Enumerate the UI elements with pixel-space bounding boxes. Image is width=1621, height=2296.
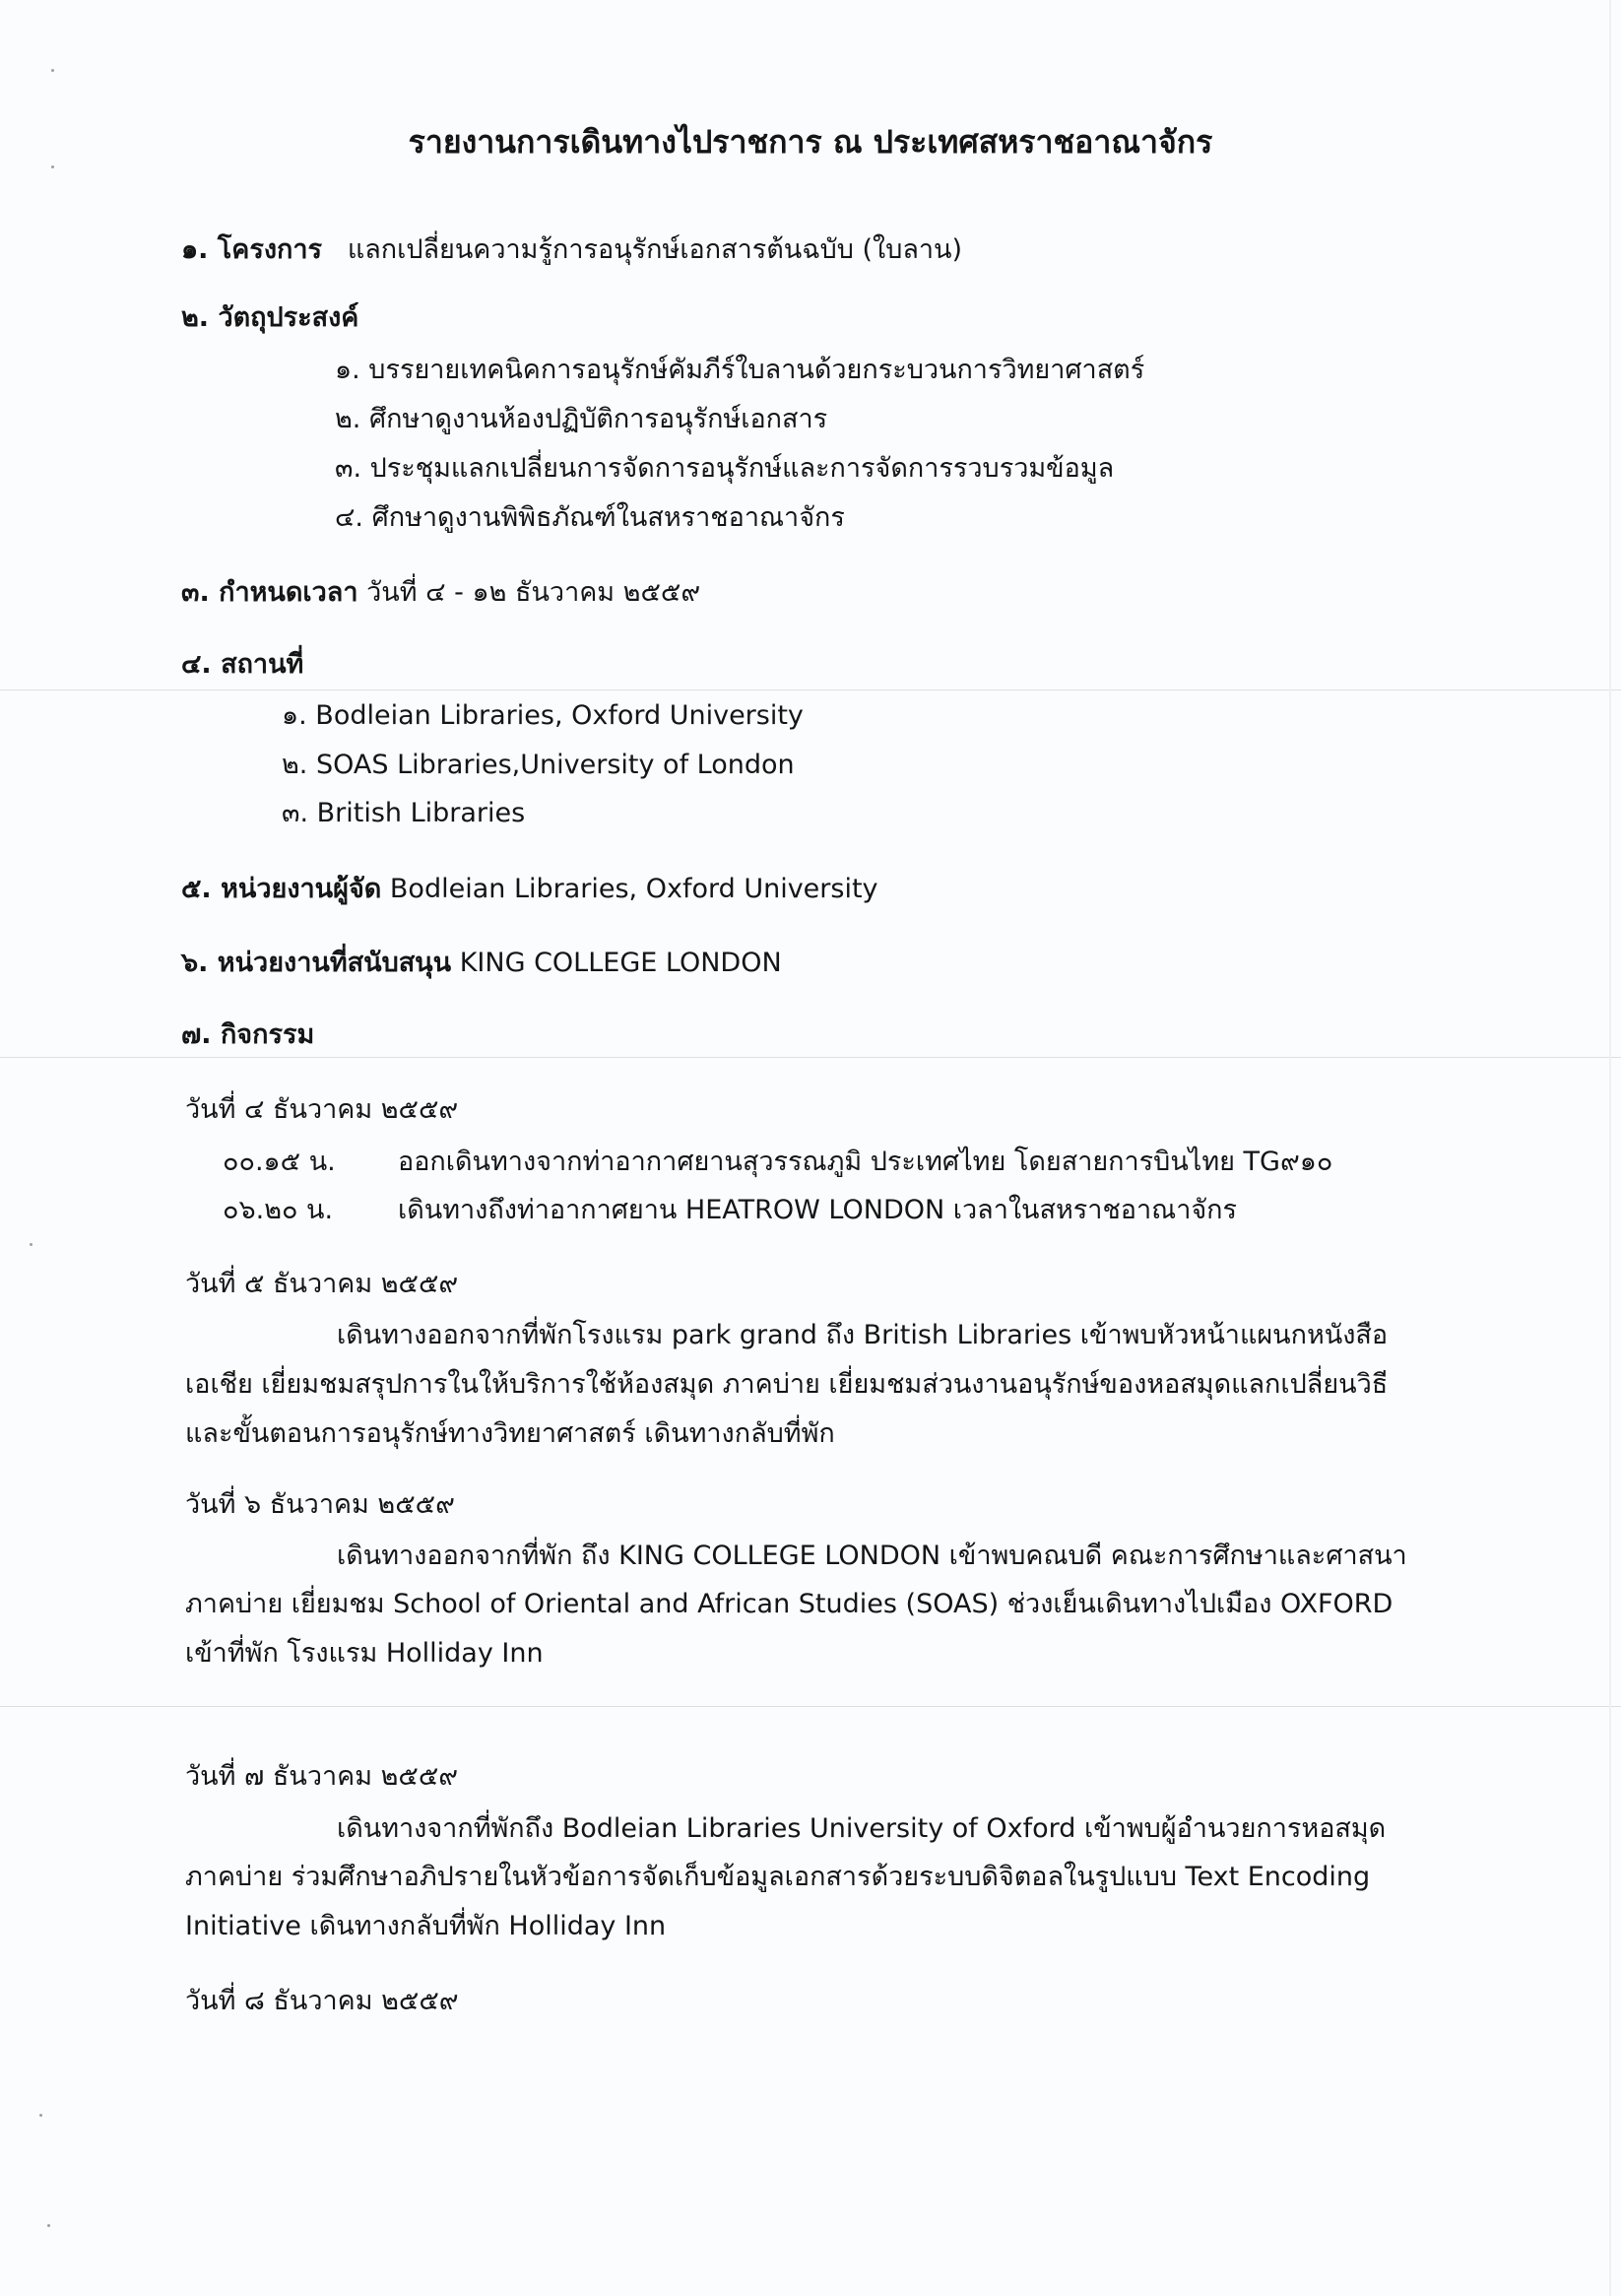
- venue-item: ๒. SOAS Libraries,University of London: [282, 750, 795, 780]
- scan-speck: [30, 1243, 32, 1246]
- venue-item: ๑. Bodleian Libraries, Oxford University: [282, 700, 804, 731]
- section-label: ๓. กำหนดเวลา: [181, 577, 358, 608]
- day-date: วันที่ ๔ ธันวาคม ๒๕๕๙: [185, 1094, 459, 1125]
- section-text: KING COLLEGE LONDON: [459, 948, 782, 978]
- paragraph-line: เดินทางออกจากที่พัก ถึง KING COLLEGE LONDON เข้าพบคณบดี คณะการศึกษาและศาสนา: [337, 1541, 1407, 1571]
- schedule-time: ๐๖.๒๐ น.: [223, 1195, 334, 1225]
- scan-speck: [47, 2224, 50, 2227]
- section-objectives-label: ๒. วัตถุประสงค์: [181, 302, 359, 333]
- scan-speck: [51, 165, 54, 168]
- objective-item: ๔. ศึกษาดูงานพิพิธภัณฑ์ในสหราชอาณาจักร: [335, 502, 845, 533]
- fold-line: [0, 689, 1621, 690]
- section-label: ๖. หน่วยงานที่สนับสนุน: [181, 948, 452, 978]
- section-text: Bodleian Libraries, Oxford University: [389, 874, 878, 904]
- objective-item: ๑. บรรยายเทคนิคการอนุรักษ์คัมภีร์ใบลานด้วยกระบวนการวิทยาศาสตร์: [335, 355, 1145, 385]
- day-date: วันที่ ๘ ธันวาคม ๒๕๕๙: [185, 1986, 459, 2016]
- paragraph-line: และขั้นตอนการอนุรักษ์ทางวิทยาศาสตร์ เดินทางกลับที่พัก: [185, 1418, 835, 1449]
- objective-item: ๓. ประชุมแลกเปลี่ยนการจัดการอนุรักษ์และการจัดการรวบรวมข้อมูล: [335, 453, 1115, 484]
- day-date: วันที่ ๗ ธันวาคม ๒๕๕๙: [185, 1761, 459, 1792]
- fold-line: [0, 1057, 1621, 1058]
- paragraph-line: เข้าที่พัก โรงแรม Holliday Inn: [185, 1638, 544, 1669]
- page-title: รายงานการเดินทางไปราชการ ณ ประเทศสหราชอาณาจักร: [408, 123, 1213, 161]
- day-date: วันที่ ๕ ธันวาคม ๒๕๕๙: [185, 1269, 459, 1299]
- section-label: ๑. โครงการ: [181, 234, 323, 265]
- paragraph-line: เอเชีย เยี่ยมชมสรุปการในให้บริการใช้ห้องสมุด ภาคบ่าย เยี่ยมชมส่วนงานอนุรักษ์ของหอสมุดแลกเปลี่ยนวิธี: [185, 1369, 1389, 1400]
- objective-item: ๒. ศึกษาดูงานห้องปฏิบัติการอนุรักษ์เอกสาร: [335, 404, 828, 434]
- paragraph-line: ภาคบ่าย เยี่ยมชม School of Oriental and African Studies (SOAS) ช่วงเย็นเดินทางไปเมือง OXFORD: [185, 1589, 1394, 1619]
- section-venue-label: ๔. สถานที่: [181, 649, 304, 680]
- section-text: วันที่ ๔ - ๑๒ ธันวาคม ๒๕๕๙: [366, 577, 701, 608]
- page-edge: [1609, 0, 1611, 2296]
- section-project: [181, 230, 962, 270]
- paragraph-line: เดินทางออกจากที่พักโรงแรม park grand ถึง British Libraries เข้าพบหัวหน้าแผนกหนังสือ: [337, 1320, 1389, 1350]
- schedule-time: ๐๐.๑๕ น.: [223, 1147, 336, 1177]
- section-schedule: [181, 573, 700, 613]
- section-organizer: [181, 870, 878, 909]
- fold-line: [0, 1706, 1621, 1707]
- paragraph-line: ภาคบ่าย ร่วมศึกษาอภิปรายในหัวข้อการจัดเก็บข้อมูลเอกสารด้วยระบบดิจิตอลในรูปแบบ Text Encoding: [185, 1862, 1371, 1892]
- schedule-text: ออกเดินทางจากท่าอากาศยานสุวรรณภูมิ ประเทศไทย โดยสายการบินไทย TG๙๑๐: [398, 1147, 1333, 1177]
- paragraph-line: Initiative เดินทางกลับที่พัก Holliday Inn: [185, 1911, 667, 1941]
- section-text: แลกเปลี่ยนความรู้การอนุรักษ์เอกสารต้นฉบับ (ใบลาน): [347, 234, 963, 265]
- paragraph-line: เดินทางจากที่พักถึง Bodleian Libraries University of Oxford เข้าพบผู้อำนวยการหอสมุด: [337, 1813, 1387, 1844]
- section-supporter: [181, 944, 782, 983]
- day-date: วันที่ ๖ ธันวาคม ๒๕๕๙: [185, 1489, 455, 1520]
- scan-speck: [51, 69, 54, 72]
- schedule-text: เดินทางถึงท่าอากาศยาน HEATROW LONDON เวลาในสหราชอาณาจักร: [398, 1195, 1238, 1225]
- section-label: ๕. หน่วยงานผู้จัด: [181, 874, 382, 904]
- section-activities-label: ๗. กิจกรรม: [181, 1019, 315, 1050]
- scan-speck: [39, 2114, 42, 2117]
- venue-item: ๓. British Libraries: [282, 798, 526, 828]
